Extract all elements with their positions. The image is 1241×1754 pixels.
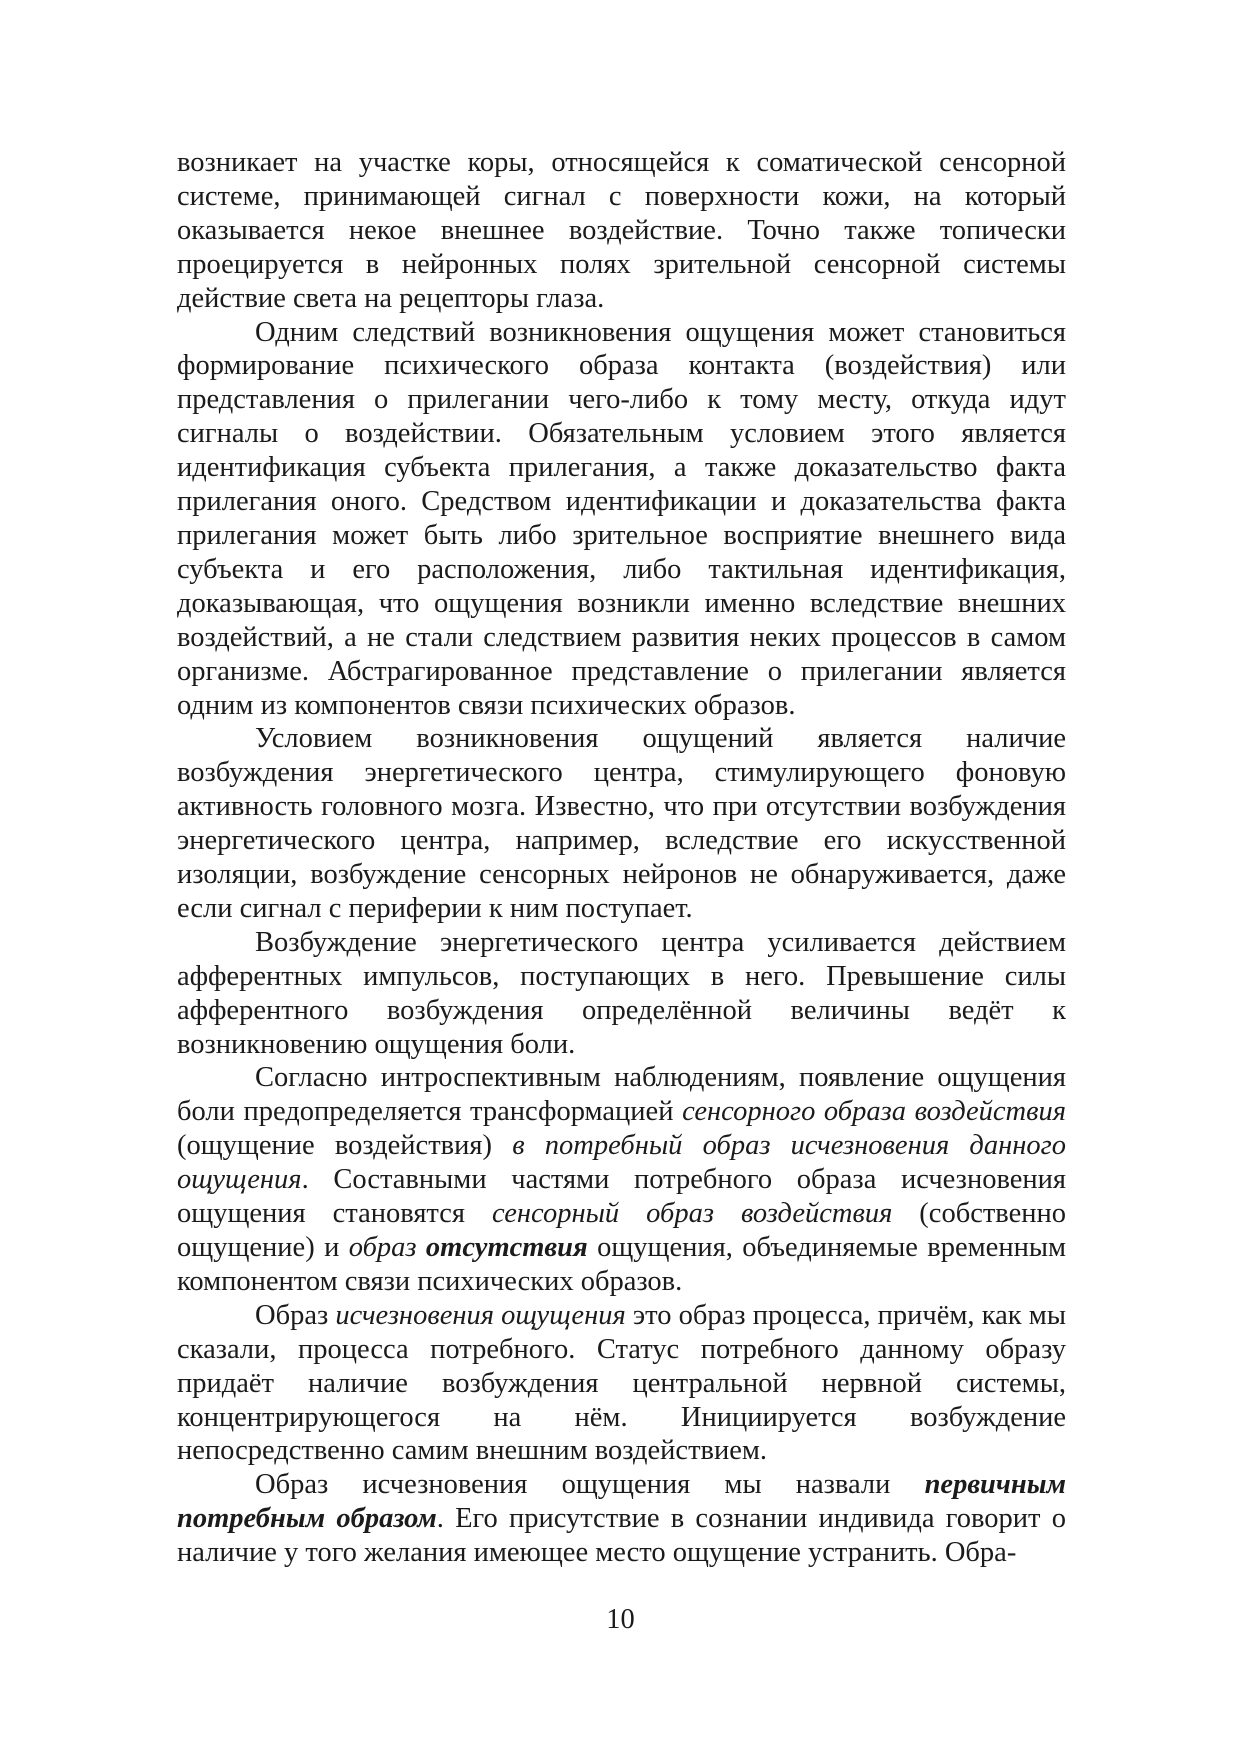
italic-term: сенсорного образа воздействия <box>682 1096 1066 1128</box>
italic-term: сенсорный образ воздействия <box>491 1198 893 1230</box>
text-run: ощущения, объединяемые временным компонентом связи психических образов. <box>177 1232 1067 1297</box>
text-run: Образ <box>255 1299 336 1331</box>
page-body <box>177 146 1066 1570</box>
text-run: это образ процесса, причём, как мы сказали, процесса потребного. Статус потребного данному образу придаёт наличие возбуждения центральной нервной системы, концентрирующегося на нём. Инициируется возбуждение непосредственно самим внешним воздействием. <box>177 1299 1066 1467</box>
text-run: (собственно ощущение) и <box>177 1198 1066 1263</box>
text-run: (ощущение воздействия) <box>177 1130 513 1162</box>
italic-term: исчезновения ощущения <box>335 1299 626 1331</box>
paragraph-6 <box>177 1299 1066 1469</box>
italic-term: образ <box>348 1232 426 1263</box>
paragraph-4: Возбуждение энергетического центра усиливается действием афферентных импульсов, поступающих в него. Превышение силы афферентного возбуждения определённой величины ведёт к возникновению ощущения боли. <box>177 926 1066 1060</box>
paragraph-1: возникает на участке коры, относящейся к соматической сенсорной системе, принимающей сигнал с поверхности кожи, на который оказывается некое внешнее воздействие. Точно также топически проецируется в нейронных полях зрительной сенсорной системы действие света на рецепторы глаза. <box>177 147 1066 314</box>
text-run: Образ исчезновения ощущения мы назвали <box>255 1469 925 1501</box>
paragraph-3: Условием возникновения ощущений является наличие возбуждения энергетического центра, стимулирующего фоновую активность головного мозга. Известно, что при отсутствии возбуждения энергетического центра, например, вследствие его искусственной изоляции, возбуждение сенсорных нейронов не обнаруживается, даже если сигнал с периферии к ним поступает. <box>177 723 1066 924</box>
text-run: Согласно интроспективным наблюдениям, появление ощущения боли предопределяется трансформацией <box>177 1062 1066 1128</box>
paragraph-7 <box>177 1468 1066 1570</box>
italic-term: в потребный образ исчезновения данного ощущения <box>177 1130 1066 1196</box>
bold-italic-term: первичным потребным образом <box>177 1469 1066 1535</box>
text-run: . Его присутствие в сознании индивида говорит о наличие у того желания имеющее место ощущение устранить. Обра- <box>177 1503 1066 1569</box>
page-number: 10 <box>606 1604 635 1635</box>
paragraph-2: Одним следствий возникновения ощущения может становиться формирование психического образа контакта (воздействия) или представления о прилегании чего-либо к тому месту, откуда идут сигналы о воздействии. Обязательным условием этого является идентификация субъекта прилегания, а также доказательство факта прилегания оного. Средством идентификации и доказательства факта прилегания может быть либо зрительное восприятие внешнего вида субъекта и его расположения, либо тактильная идентификация, доказывающая, что ощущения возникли именно вследствие внешних воздействий, а не стали следствием развития неких процессов в самом организме. Абстрагированное представление о прилегании является одним из компонентов связи психических образов. <box>177 316 1066 721</box>
bold-italic-term: отсутствия <box>425 1232 588 1263</box>
paragraph-5 <box>177 1061 1066 1298</box>
text-run: . Составными частями потребного образа исчезновения ощущения становятся <box>177 1164 1066 1230</box>
